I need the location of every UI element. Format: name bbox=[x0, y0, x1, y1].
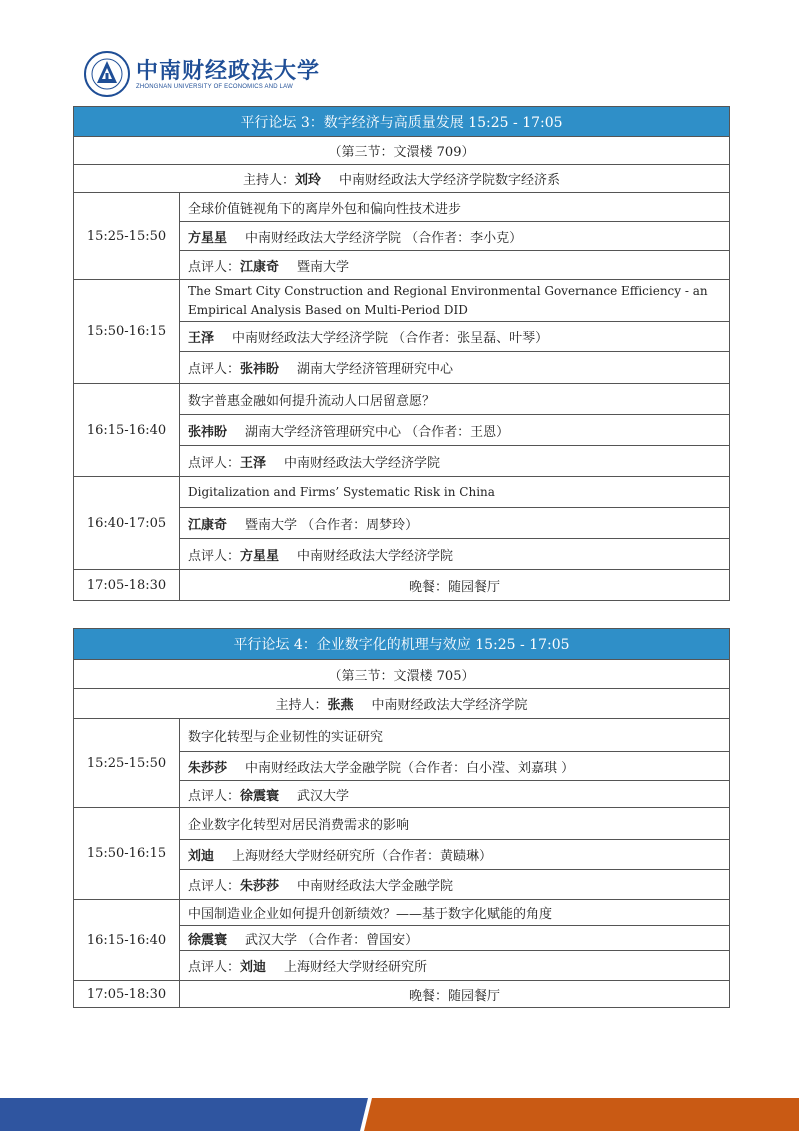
reviewer-label: 点评人： bbox=[188, 455, 241, 471]
reviewer-line bbox=[180, 251, 730, 280]
table-row bbox=[74, 280, 730, 322]
reviewer-org: 武汉大学 bbox=[297, 788, 350, 804]
presenter-info: 中南财经政法大学经济学院 （合作者：李小克） bbox=[245, 230, 523, 246]
paper-title: 数字普惠金融如何提升流动人口居留意愿？ bbox=[180, 384, 730, 415]
slot-time: 15:50-16:15 bbox=[74, 808, 180, 900]
paper-title: The Smart City Construction and Regional Environmental Governance Efficiency - an Empirical Analysis Based on Multi-Period DID bbox=[180, 280, 730, 322]
paper-title: 中国制造业企业如何提升创新绩效？——基于数字化赋能的角度 bbox=[180, 900, 730, 926]
reviewer-line bbox=[180, 539, 730, 570]
slot-time: 15:25-15:50 bbox=[74, 193, 180, 280]
logo-name-en: ZHONGNAN UNIVERSITY OF ECONOMICS AND LAW bbox=[136, 84, 294, 90]
presenter-info: 上海财经大学财经研究所（合作者：黄赜琳） bbox=[232, 849, 493, 864]
forum3-session: （第三节：文澴楼 709） bbox=[74, 137, 730, 165]
table-row bbox=[74, 384, 730, 415]
university-seal-icon bbox=[84, 51, 130, 97]
presenter-info: 武汉大学 （合作者：曾国安） bbox=[245, 932, 419, 948]
reviewer-label: 点评人： bbox=[188, 362, 241, 377]
presenter-line bbox=[180, 926, 730, 951]
presenter-name: 张祎盼 bbox=[188, 424, 228, 440]
reviewer-line bbox=[180, 781, 730, 808]
host-name: 张燕 bbox=[327, 698, 354, 713]
presenter-line bbox=[180, 752, 730, 781]
reviewer-org: 中南财经政法大学经济学院 bbox=[284, 455, 441, 471]
dinner-row bbox=[74, 570, 730, 601]
reviewer-name: 方星星 bbox=[240, 548, 280, 564]
presenter-name: 刘迪 bbox=[188, 849, 215, 864]
reviewer-org: 湖南大学经济管理研究中心 bbox=[297, 362, 454, 377]
table-row bbox=[74, 477, 730, 508]
forum3-title: 平行论坛 3：数字经济与高质量发展 15:25 - 17:05 bbox=[74, 107, 730, 137]
host-label: 主持人： bbox=[242, 173, 295, 188]
presenter-name: 王泽 bbox=[188, 331, 215, 346]
forum4-session: （第三节：文澴楼 705） bbox=[74, 660, 730, 689]
reviewer-name: 朱莎莎 bbox=[240, 879, 280, 894]
forum4-table bbox=[73, 628, 730, 1008]
reviewer-org: 中南财经政法大学经济学院 bbox=[297, 548, 454, 564]
presenter-info: 中南财经政法大学金融学院（合作者：白小滢、刘嘉琪 ） bbox=[245, 760, 575, 776]
reviewer-org: 暨南大学 bbox=[297, 259, 350, 275]
presenter-line bbox=[180, 508, 730, 539]
host-label: 主持人： bbox=[275, 698, 328, 713]
reviewer-name: 张祎盼 bbox=[240, 362, 280, 377]
reviewer-name: 王泽 bbox=[240, 455, 267, 471]
reviewer-name: 徐震寰 bbox=[240, 788, 280, 804]
paper-title: Digitalization and Firms’ Systematic Risk in China bbox=[180, 477, 730, 508]
dinner-time: 17:05-18:30 bbox=[74, 981, 180, 1008]
dinner-time: 17:05-18:30 bbox=[74, 570, 180, 601]
footer-band bbox=[0, 1098, 799, 1131]
presenter-info: 中南财经政法大学经济学院 （合作者：张呈磊、叶琴） bbox=[232, 331, 549, 346]
forum3-table bbox=[73, 106, 730, 601]
reviewer-label: 点评人： bbox=[188, 788, 241, 804]
reviewer-line bbox=[180, 446, 730, 477]
dinner-row bbox=[74, 981, 730, 1008]
presenter-line bbox=[180, 415, 730, 446]
reviewer-line bbox=[180, 352, 730, 384]
reviewer-label: 点评人： bbox=[188, 259, 241, 275]
reviewer-name: 刘迪 bbox=[240, 960, 267, 975]
dinner-info: 晚餐：随园餐厅 bbox=[180, 570, 730, 601]
forum4-title: 平行论坛 4：企业数字化的机理与效应 15:25 - 17:05 bbox=[74, 629, 730, 660]
paper-title: 全球价值链视角下的离岸外包和偏向性技术进步 bbox=[180, 193, 730, 222]
presenter-line bbox=[180, 222, 730, 251]
table-row bbox=[74, 900, 730, 926]
footer-orange-stripe bbox=[364, 1098, 799, 1131]
slot-time: 15:25-15:50 bbox=[74, 719, 180, 808]
host-org: 中南财经政法大学经济学院数字经济系 bbox=[339, 173, 561, 188]
dinner-info: 晚餐：随园餐厅 bbox=[180, 981, 730, 1008]
forum3-host bbox=[74, 165, 730, 193]
logo-name-cn: 中南财经政法大学 bbox=[136, 58, 321, 84]
reviewer-line bbox=[180, 870, 730, 900]
presenter-line bbox=[180, 840, 730, 870]
reviewer-name: 江康奇 bbox=[240, 259, 280, 275]
presenter-info: 湖南大学经济管理研究中心 （合作者：王恩） bbox=[245, 424, 510, 440]
paper-title: 企业数字化转型对居民消费需求的影响 bbox=[180, 808, 730, 840]
presenter-name: 江康奇 bbox=[188, 517, 228, 533]
slot-time: 16:40-17:05 bbox=[74, 477, 180, 570]
forum4-host bbox=[74, 689, 730, 719]
reviewer-label: 点评人： bbox=[188, 879, 241, 894]
reviewer-label: 点评人： bbox=[188, 548, 241, 564]
footer-blue-stripe bbox=[0, 1098, 368, 1131]
table-row bbox=[74, 719, 730, 752]
slot-time: 15:50-16:15 bbox=[74, 280, 180, 384]
paper-title: 数字化转型与企业韧性的实证研究 bbox=[180, 719, 730, 752]
presenter-name: 朱莎莎 bbox=[188, 760, 228, 776]
presenter-name: 方星星 bbox=[188, 230, 228, 246]
reviewer-org: 中南财经政法大学金融学院 bbox=[297, 879, 454, 894]
table-row bbox=[74, 808, 730, 840]
reviewer-org: 上海财经大学财经研究所 bbox=[284, 960, 428, 975]
reviewer-label: 点评人： bbox=[188, 960, 241, 975]
presenter-name: 徐震寰 bbox=[188, 932, 228, 948]
presenter-line bbox=[180, 322, 730, 352]
university-logo bbox=[84, 51, 320, 97]
host-org: 中南财经政法大学经济学院 bbox=[371, 698, 528, 713]
presenter-info: 暨南大学 （合作者：周梦玲） bbox=[245, 517, 419, 533]
host-name: 刘玲 bbox=[295, 173, 322, 188]
slot-time: 16:15-16:40 bbox=[74, 384, 180, 477]
slot-time: 16:15-16:40 bbox=[74, 900, 180, 981]
table-row bbox=[74, 193, 730, 222]
reviewer-line bbox=[180, 951, 730, 981]
